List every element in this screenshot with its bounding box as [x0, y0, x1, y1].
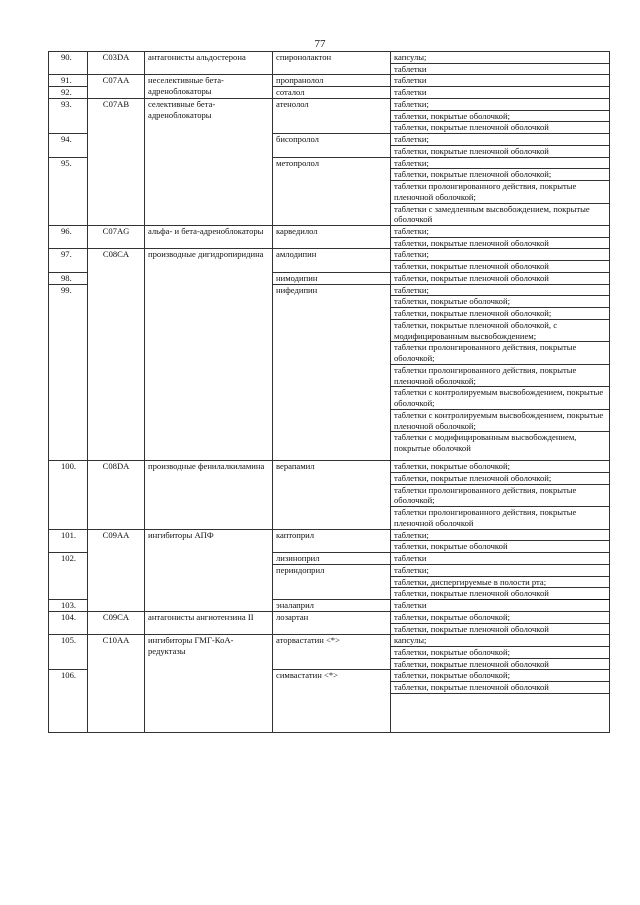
dosage-form: таблетки, покрытые пленочной оболочкой [391, 682, 610, 694]
dosage-form: таблетки, покрытые оболочкой; [391, 670, 610, 682]
dosage-form: таблетки; [391, 564, 610, 576]
dosage-form: таблетки [391, 87, 610, 99]
drug-name: верапамил [273, 461, 391, 529]
drug-name: лозартан [273, 611, 391, 634]
dosage-form: таблетки, покрытые оболочкой; [391, 461, 610, 473]
dosage-form: таблетки [391, 63, 610, 75]
table-row [49, 611, 610, 623]
row-number: 97. [49, 249, 88, 272]
table-row [49, 529, 610, 541]
dosage-form: таблетки, покрытые пленочной оболочкой [391, 588, 610, 600]
drug-name: бисопролол [273, 134, 391, 157]
row-number: 96. [49, 226, 88, 249]
dosage-form: таблетки, покрытые пленочной оболочкой [391, 145, 610, 157]
row-number: 90. [49, 52, 88, 75]
medicines-table [48, 51, 610, 733]
dosage-form: таблетки, покрытые пленочной оболочкой [391, 261, 610, 273]
drug-group: производные фенилалкиламина [145, 461, 273, 529]
dosage-form: таблетки; [391, 249, 610, 261]
drug-name: аторвастатин <*> [273, 635, 391, 670]
row-number: 98. [49, 272, 88, 284]
atc-code: C07AG [88, 226, 145, 249]
dosage-form: таблетки, покрытые пленочной оболочкой [391, 272, 610, 284]
drug-name: эналаприл [273, 600, 391, 612]
drug-group: ингибиторы АПФ [145, 529, 273, 611]
dosage-form: таблетки; [391, 157, 610, 169]
row-number: 106. [49, 670, 88, 732]
dosage-form: таблетки, покрытые оболочкой; [391, 646, 610, 658]
drug-group: антагонисты альдостерона [145, 52, 273, 75]
atc-code: C09AA [88, 529, 145, 611]
dosage-form: таблетки, покрытые пленочной оболочкой [391, 623, 610, 635]
table-row [49, 52, 610, 64]
row-number: 92. [49, 87, 88, 99]
dosage-form: таблетки, покрытые пленочной оболочкой; [391, 169, 610, 181]
dosage-form: таблетки пролонгированного действия, покрытые оболочкой; [391, 484, 610, 506]
drug-name: симвастатин <*> [273, 670, 391, 732]
drug-name: амлодипин [273, 249, 391, 272]
drug-name: карведилол [273, 226, 391, 249]
page-number: 77 [314, 38, 326, 50]
drug-name: каптоприл [273, 529, 391, 552]
dosage-form: таблетки, покрытые пленочной оболочкой, с модифицированным высвобождением; [391, 319, 610, 341]
row-number: 94. [49, 134, 88, 157]
table-row [49, 226, 610, 238]
dosage-form: капсулы; [391, 52, 610, 64]
dosage-form: таблетки, покрытые пленочной оболочкой; [391, 472, 610, 484]
drug-group: производные дигидропиридина [145, 249, 273, 461]
table-row [49, 461, 610, 473]
drug-name: нифедипин [273, 284, 391, 461]
dosage-form: таблетки пролонгированного действия, покрытые пленочной оболочкой [391, 507, 610, 529]
drug-name: нимодипин [273, 272, 391, 284]
drug-name: периндоприл [273, 564, 391, 599]
dosage-form: таблетки пролонгированного действия, покрытые оболочкой; [391, 342, 610, 364]
dosage-form: таблетки; [391, 98, 610, 110]
dosage-form: таблетки, покрытые оболочкой; [391, 296, 610, 308]
dosage-form: таблетки [391, 600, 610, 612]
row-number: 95. [49, 157, 88, 225]
table-row [49, 75, 610, 87]
drug-group: ингибиторы ГМГ-КоА-редуктазы [145, 635, 273, 733]
atc-code: C08DA [88, 461, 145, 529]
dosage-form: таблетки, покрытые оболочкой; [391, 611, 610, 623]
atc-code: C03DA [88, 52, 145, 75]
row-number: 102. [49, 553, 88, 600]
row-number: 101. [49, 529, 88, 552]
atc-code: C09CA [88, 611, 145, 634]
table-row [49, 249, 610, 261]
drug-group: альфа- и бета-адреноблокаторы [145, 226, 273, 249]
dosage-form: таблетки, покрытые пленочной оболочкой; [391, 308, 610, 320]
dosage-form: таблетки, покрытые пленочной оболочкой [391, 237, 610, 249]
row-number: 104. [49, 611, 88, 634]
table-row [49, 98, 610, 110]
row-number: 91. [49, 75, 88, 87]
dosage-form: таблетки; [391, 134, 610, 146]
drug-name: соталол [273, 87, 391, 99]
atc-code: C07AB [88, 98, 145, 225]
atc-code: C08CA [88, 249, 145, 461]
dosage-form: таблетки, покрытые пленочной оболочкой [391, 122, 610, 134]
drug-group: неселективные бета-адреноблокаторы [145, 75, 273, 98]
drug-name: пропранолол [273, 75, 391, 87]
dosage-form: таблетки [391, 75, 610, 87]
dosage-form: таблетки с контролируемым высвобождением, покрытые пленочной оболочкой; [391, 409, 610, 431]
dosage-form: таблетки пролонгированного действия, покрытые пленочной оболочкой; [391, 364, 610, 386]
row-number: 103. [49, 600, 88, 612]
row-number: 99. [49, 284, 88, 461]
row-number: 105. [49, 635, 88, 670]
dosage-form: таблетки, покрытые пленочной оболочкой [391, 658, 610, 670]
drug-group: селективные бета-адреноблокаторы [145, 98, 273, 225]
drug-name: метопролол [273, 157, 391, 225]
atc-code: C07AA [88, 75, 145, 98]
dosage-form: капсулы; [391, 635, 610, 647]
drug-name: спиронолактон [273, 52, 391, 75]
atc-code: C10AA [88, 635, 145, 733]
drug-name: лизиноприл [273, 553, 391, 565]
drug-name: атенолол [273, 98, 391, 133]
dosage-form: таблетки; [391, 284, 610, 296]
dosage-form: таблетки с замедленным высвобождением, покрытые оболочкой [391, 203, 610, 225]
dosage-form: таблетки с модифицированным высвобождением, покрытые оболочкой [391, 432, 610, 461]
dosage-form: таблетки, покрытые оболочкой [391, 541, 610, 553]
dosage-form: таблетки с контролируемым высвобождением, покрытые оболочкой; [391, 387, 610, 409]
drug-group: антагонисты ангиотензина II [145, 611, 273, 634]
dosage-form: таблетки; [391, 529, 610, 541]
dosage-form: таблетки, покрытые оболочкой; [391, 110, 610, 122]
row-number: 93. [49, 98, 88, 133]
dosage-form: таблетки; [391, 226, 610, 238]
dosage-form: таблетки, диспергируемые в полости рта; [391, 576, 610, 588]
dosage-form: таблетки пролонгированного действия, покрытые пленочной оболочкой; [391, 181, 610, 203]
table-row [49, 635, 610, 647]
dosage-form: таблетки [391, 553, 610, 565]
row-number: 100. [49, 461, 88, 529]
dosage-form-empty [391, 693, 610, 732]
